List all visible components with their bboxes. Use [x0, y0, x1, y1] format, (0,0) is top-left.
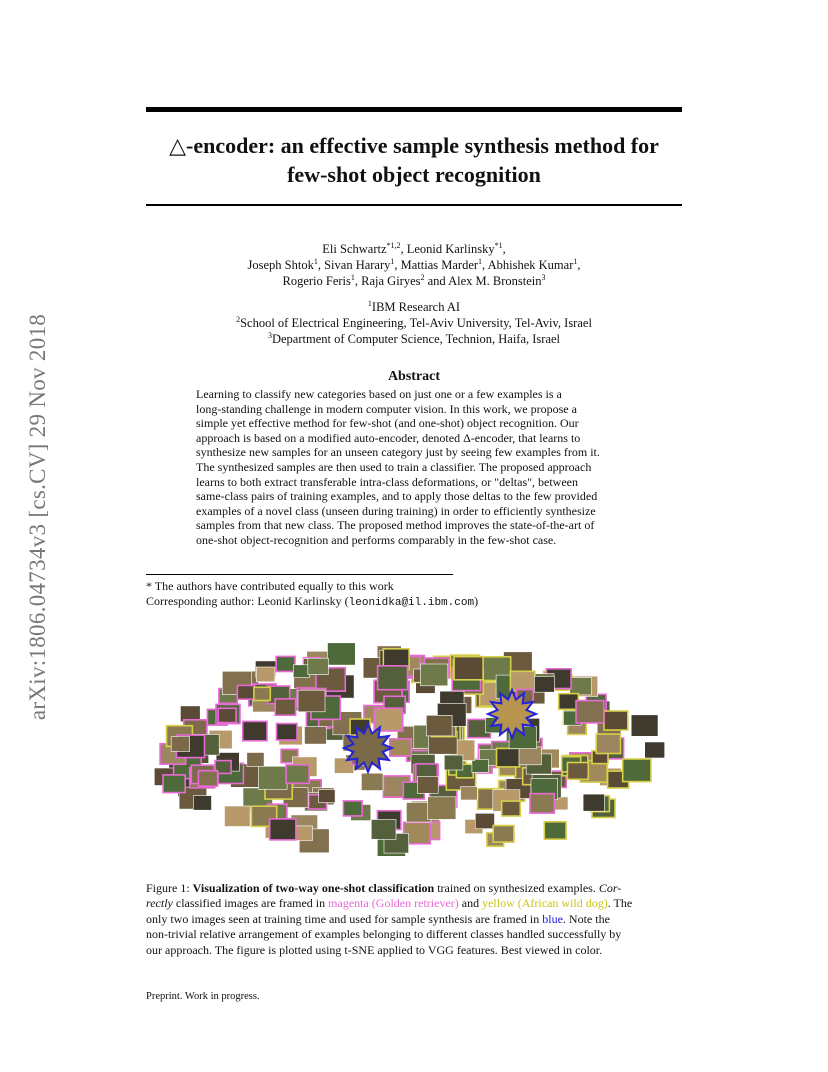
title-top-rule — [146, 107, 682, 112]
author-line-1: Eli Schwartz$^{*1,2}$, Leonid Karlinsky$^{*1}$, — [322, 240, 506, 256]
abstract-heading: Abstract — [387, 369, 441, 384]
figure-caption — [146, 881, 682, 958]
affiliation-3: $^3$Department of Computer Science, Technion, Haifa, Israel — [267, 330, 561, 346]
footnote-rule — [146, 574, 453, 575]
abstract-line: examples of a novel class (unseen during training) in order to efficiently synthesize — [196, 503, 596, 518]
abstract-line: samples from that new class. The proposed method improves the state-of-the-art of — [196, 518, 595, 533]
thumbnail — [371, 820, 396, 840]
caption-line-5: our approach. The figure is plotted using t-SNE applied to VGG features. Best viewed in color. — [146, 942, 603, 957]
thumbnail-african-wild-dog — [567, 763, 588, 780]
thumbnail-african-wild-dog — [497, 748, 520, 767]
abstract-line: learns to both extract transferable intra-class deformations, or "deltas", between — [196, 474, 578, 489]
thumbnail — [294, 826, 312, 841]
thumbnail — [461, 787, 478, 800]
preprint-note: Preprint. Work in progress. — [146, 991, 260, 1002]
thumbnail-golden-retriever — [243, 721, 267, 740]
thumbnail — [428, 797, 456, 820]
thumbnail — [328, 643, 356, 665]
caption-line-4: non-trivial relative arrangement of examples belonging to different classes handled successfully by — [146, 927, 622, 942]
caption-line-1: Figure 1: Visualization of two-way one-shot classification trained on synthesized examples. Cor- — [146, 881, 622, 895]
corresponding-author-note: Corresponding author: Leonid Karlinsky (leonidka@il.ibm.com) — [146, 594, 479, 609]
thumbnail — [247, 753, 264, 767]
thumbnail-golden-retriever — [218, 708, 236, 722]
thumbnail-golden-retriever — [576, 701, 604, 723]
thumbnail — [519, 747, 541, 765]
thumbnail-golden-retriever — [343, 801, 362, 816]
arxiv-sidebar-stamp — [18, 272, 58, 762]
thumbnail — [293, 665, 309, 678]
corresponding-email[interactable]: leonidka@il.ibm.com — [348, 597, 475, 609]
thumbnail — [305, 727, 327, 745]
thumbnail-african-wild-dog — [454, 657, 483, 680]
affiliation-1: $^1$IBM Research AI — [367, 298, 461, 314]
author-line-3: Rogerio Feris$^1$, Raja Giryes$^2$ and Alex M. Bronstein$^3$ — [282, 272, 546, 288]
caption-line-3: only two images seen at training time and used for sample synthesis are framed in blue. Note the — [146, 911, 610, 926]
author-list — [146, 241, 682, 289]
thumbnail-golden-retriever — [198, 771, 217, 786]
thumbnail-golden-retriever — [276, 656, 295, 671]
thumbnail-golden-retriever — [275, 699, 295, 715]
thumbnail — [472, 759, 488, 772]
title-line-1: △-encoder: an effective sample synthesis method for — [169, 133, 659, 158]
thumbnail-golden-retriever — [286, 765, 309, 783]
thumbnail — [426, 715, 452, 736]
thumbnail-african-wild-dog — [596, 734, 620, 753]
thumbnail-african-wild-dog — [493, 826, 514, 843]
tsne-visualization-figure — [140, 632, 688, 864]
thumbnail-african-wild-dog — [623, 759, 651, 782]
thumbnail — [570, 678, 592, 695]
thumbnail-african-wild-dog — [604, 711, 628, 730]
author-line-2: Joseph Shtok$^1$, Sivan Harary$^1$, Mattias Marder$^1$, Abhishek Kumar$^1$, — [247, 256, 581, 272]
thumbnail-african-wild-dog — [544, 822, 566, 839]
thumbnail-african-wild-dog — [510, 671, 535, 691]
affiliation-2: $^2$School of Electrical Engineering, Tel-Aviv University, Tel-Aviv, Israel — [236, 314, 592, 330]
thumbnail — [645, 742, 665, 758]
thumbnail-golden-retriever — [277, 724, 298, 740]
abstract-line: Learning to classify new categories based on just one or a few examples is a — [196, 387, 562, 401]
abstract-body — [196, 387, 636, 548]
affiliation-list — [146, 299, 682, 347]
thumbnail-african-wild-dog — [502, 801, 521, 816]
thumbnail — [444, 755, 463, 770]
abstract-line: simple yet effective method for few-shot (and one-shot) object recognition. Our — [196, 416, 579, 431]
thumbnail-golden-retriever — [378, 666, 408, 690]
thumbnail — [225, 806, 251, 827]
caption-line-2: rectly classified images are framed in magenta (Golden retriever) and yellow (African wild dog). The — [146, 896, 633, 911]
thumbnail — [308, 658, 329, 674]
thumbnail — [406, 803, 431, 823]
thumbnail — [631, 715, 658, 737]
paper-title — [146, 131, 682, 189]
thumbnail — [258, 766, 287, 789]
abstract-line: approach is based on a modified auto-encoder, denoted Δ-encoder, that learns to — [196, 430, 581, 445]
thumbnail — [193, 796, 211, 811]
abstract-line: long-standing challenge in modern computer vision. In this work, we propose a — [196, 401, 577, 416]
thumbnail-golden-retriever — [163, 775, 185, 793]
equal-contribution-note: * The authors have contributed equally to this work — [146, 579, 394, 593]
thumbnail — [256, 667, 275, 682]
thumbnail — [298, 690, 325, 712]
thumbnail — [421, 664, 448, 686]
thumbnail — [475, 813, 494, 828]
thumbnail — [171, 737, 190, 752]
abstract-line: The synthesized samples are then used to train a classifier. The proposed approach — [196, 459, 592, 474]
thumbnail — [417, 777, 438, 794]
abstract-line: one-shot object-recognition and performs comparably in the few-shot case. — [196, 532, 557, 547]
thumbnail-golden-retriever — [270, 819, 296, 840]
title-line-2: few-shot object recognition — [287, 162, 541, 187]
thumbnail — [361, 773, 383, 790]
abstract-line: synthesize new samples for an unseen category just by seeing few examples from it. — [196, 445, 600, 460]
thumbnail — [583, 794, 604, 811]
thumbnail — [319, 790, 335, 803]
title-bottom-rule — [146, 204, 682, 206]
abstract-line: same-class pairs of training examples, and to apply those deltas to the few provided — [196, 489, 598, 504]
arxiv-id-text: arXiv:1806.04734v3 [cs.CV] 29 Nov 2018 — [25, 313, 50, 721]
thumbnail-golden-retriever — [237, 685, 254, 699]
thumbnail — [534, 676, 554, 692]
thumbnail-african-wild-dog — [254, 687, 270, 700]
thumbnail-golden-retriever — [530, 794, 554, 814]
footnotes — [146, 579, 686, 611]
